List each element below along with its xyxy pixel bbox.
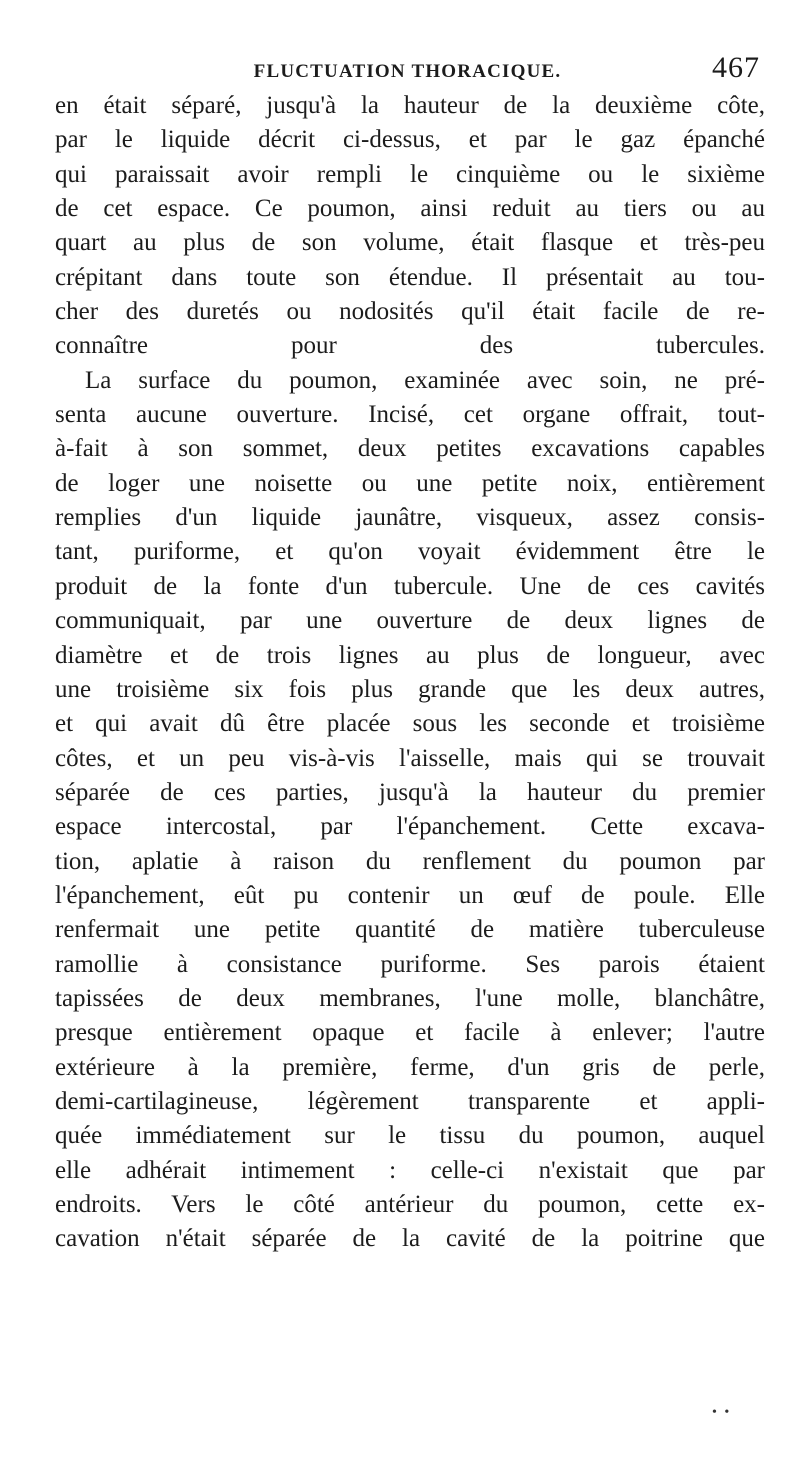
text-line: à-fait à son sommet, deux petites excavations capables	[55, 435, 765, 463]
text-line: demi-cartilagineuse, légèrement transparente et appli-	[55, 1087, 765, 1115]
signature-marks: • •	[712, 1405, 732, 1420]
text-line: connaître pour des tubercules.	[55, 332, 765, 360]
text-line: tion, aplatie à raison du renflement du poumon par	[55, 847, 765, 875]
text-line: par le liquide décrit ci-dessus, et par le gaz épanché	[55, 126, 765, 154]
text-line-paragraph-start: La surface du poumon, examinée avec soin, ne pré-	[85, 366, 765, 394]
text-line: quart au plus de son volume, était flasque et très-peu	[55, 229, 765, 257]
text-line: tant, puriforme, et qu'on voyait évidemment être le	[55, 538, 765, 566]
text-line: une troisième six fois plus grande que les deux autres,	[55, 675, 765, 703]
running-head	[55, 51, 760, 87]
text-line: en était séparé, jusqu'à la hauteur de la deuxième côte,	[55, 92, 765, 119]
text-line: produit de la fonte d'un tubercule. Une de ces cavités	[55, 572, 765, 600]
text-line: de loger une noisette ou une petite noix, entièrement	[55, 469, 765, 497]
text-line: remplies d'un liquide jaunâtre, visqueux, assez consis-	[55, 504, 765, 532]
text-line: de cet espace. Ce poumon, ainsi reduit au tiers ou au	[55, 195, 765, 223]
text-line: crépitant dans toute son étendue. Il présentait au tou-	[55, 263, 765, 291]
text-line: l'épanchement, eût pu contenir un œuf de poule. Elle	[55, 881, 765, 909]
text-line: cher des duretés ou nodosités qu'il était facile de re-	[55, 298, 765, 326]
text-line: tapissées de deux membranes, l'une molle, blanchâtre,	[55, 984, 765, 1012]
text-line: senta aucune ouverture. Incisé, cet organe offrait, tout-	[55, 401, 765, 429]
text-line: diamètre et de trois lignes au plus de longueur, avec	[55, 641, 765, 669]
text-line: côtes, et un peu vis-à-vis l'aisselle, mais qui se trouvait	[55, 744, 765, 772]
text-line: elle adhérait intimement : celle-ci n'existait que par	[55, 1156, 765, 1184]
page-number: 467	[712, 51, 760, 84]
text-line: renfermait une petite quantité de matière tuberculeuse	[55, 916, 765, 944]
body-text	[55, 89, 765, 1257]
text-line: presque entièrement opaque et facile à enlever; l'autre	[55, 1019, 765, 1047]
text-line: communiquait, par une ouverture de deux lignes de	[55, 607, 765, 635]
text-line: endroits. Vers le côté antérieur du poumon, cette ex-	[55, 1191, 765, 1218]
text-line: quée immédiatement sur le tissu du poumon, auquel	[55, 1122, 765, 1150]
text-line: cavation n'était séparée de la cavité de la poitrine que	[55, 1225, 765, 1253]
text-line: qui paraissait avoir rempli le cinquième ou le sixième	[55, 160, 765, 188]
running-title: FLUCTUATION THORACIQUE.	[253, 61, 562, 82]
text-line: espace intercostal, par l'épanchement. Cette excava-	[55, 813, 765, 841]
text-line: séparée de ces parties, jusqu'à la hauteur du premier	[55, 778, 765, 806]
text-line: et qui avait dû être placée sous les seconde et troisième	[55, 710, 765, 738]
text-line: extérieure à la première, ferme, d'un gris de perle,	[55, 1053, 765, 1081]
text-line: ramollie à consistance puriforme. Ses parois étaient	[55, 950, 765, 978]
